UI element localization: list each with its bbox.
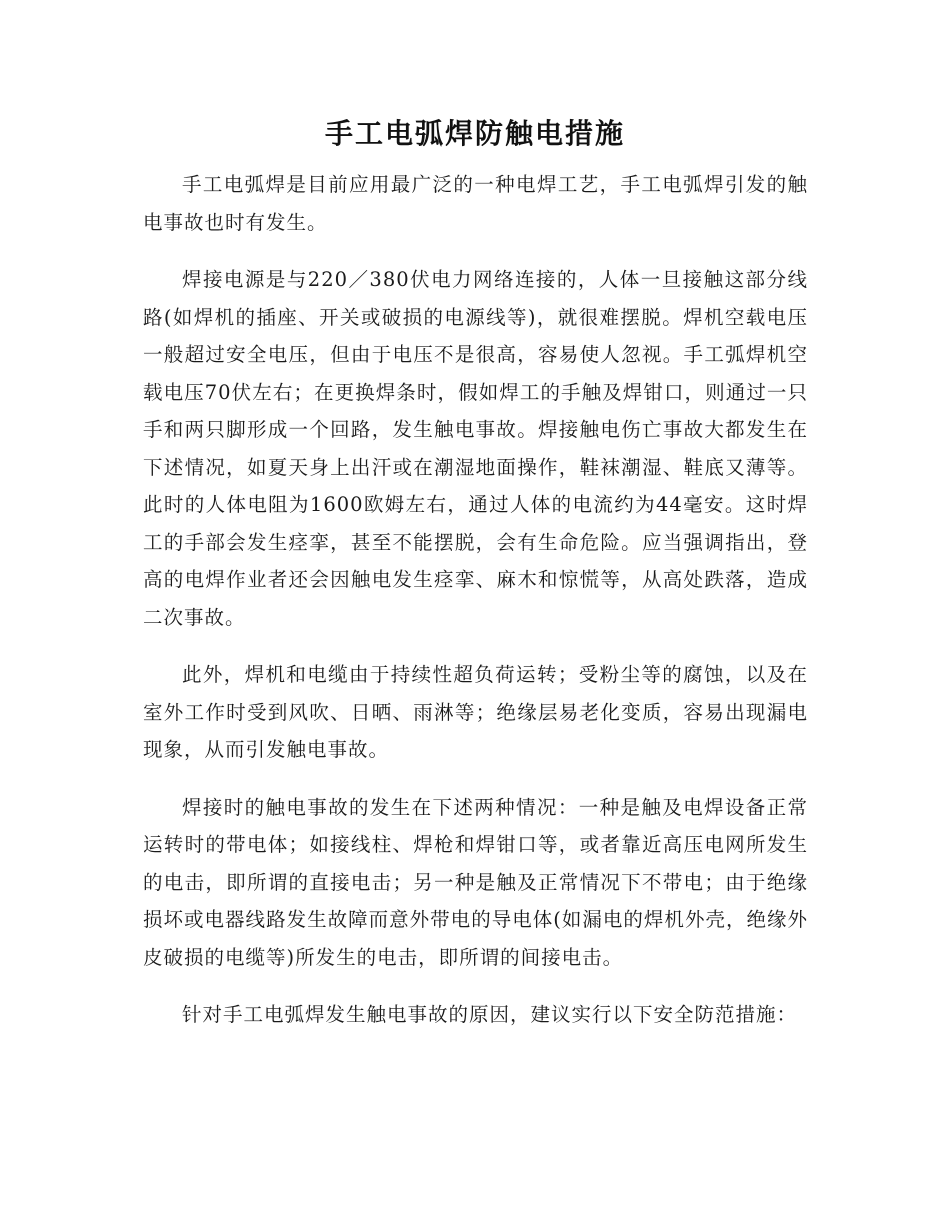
paragraph-intro: 手工电弧焊是目前应用最广泛的一种电焊工艺，手工电弧焊引发的触电事故也时有发生。 (143, 173, 808, 234)
paragraph-power-source: 焊接电源是与220／380伏电力网络连接的，人体一旦接触这部分线路(如焊机的插座、开关或破损的电源线等)，就很难摆脱。焊机空载电压一般超过安全电压，但由于电压不是很高，容易使人忽视。手工弧焊机空载电压70伏左右；在更换焊条时，假如焊工的手触及焊钳口，则通过一只手和两只脚形成一个回路，发生触电事故。焊接触电伤亡事故大都发生在下述情况，如夏天身上出汗或在潮湿地面操作，鞋袜潮湿、鞋底又薄等。此时的人体电阻为1600欧姆左右，通过人体的电流约为44毫安。这时焊工的手部会发生痉挛，甚至不能摆脱，会有生命危险。应当强调指出，登高的电焊作业者还会因触电发生痉挛、麻木和惊慌等，从高处跌落，造成二次事故。 (143, 268, 808, 629)
page-title: 手工电弧焊防触电措施 (324, 117, 625, 150)
paragraph-shock-types: 焊接时的触电事故的发生在下述两种情况：一种是触及电焊设备正常运转时的带电体；如接线柱、焊枪和焊钳口等，或者靠近高压电网所发生的电击，即所谓的直接电击；另一种是触及正常情况下不带电；由于绝缘损坏或电器线路发生故障而意外带电的导电体(如漏电的焊机外壳，绝缘外皮破损的电缆等)所发生的电击，即所谓的间接电击。 (143, 795, 808, 969)
paragraph-measures-intro: 针对手工电弧焊发生触电事故的原因，建议实行以下安全防范措施： (182, 1003, 798, 1026)
document-body (143, 166, 808, 1054)
paragraph-equipment-aging: 此外，焊机和电缆由于持续性超负荷运转；受粉尘等的腐蚀，以及在室外工作时受到风吹、日晒、雨淋等；绝缘层易老化变质，容易出现漏电现象，从而引发触电事故。 (143, 663, 808, 761)
